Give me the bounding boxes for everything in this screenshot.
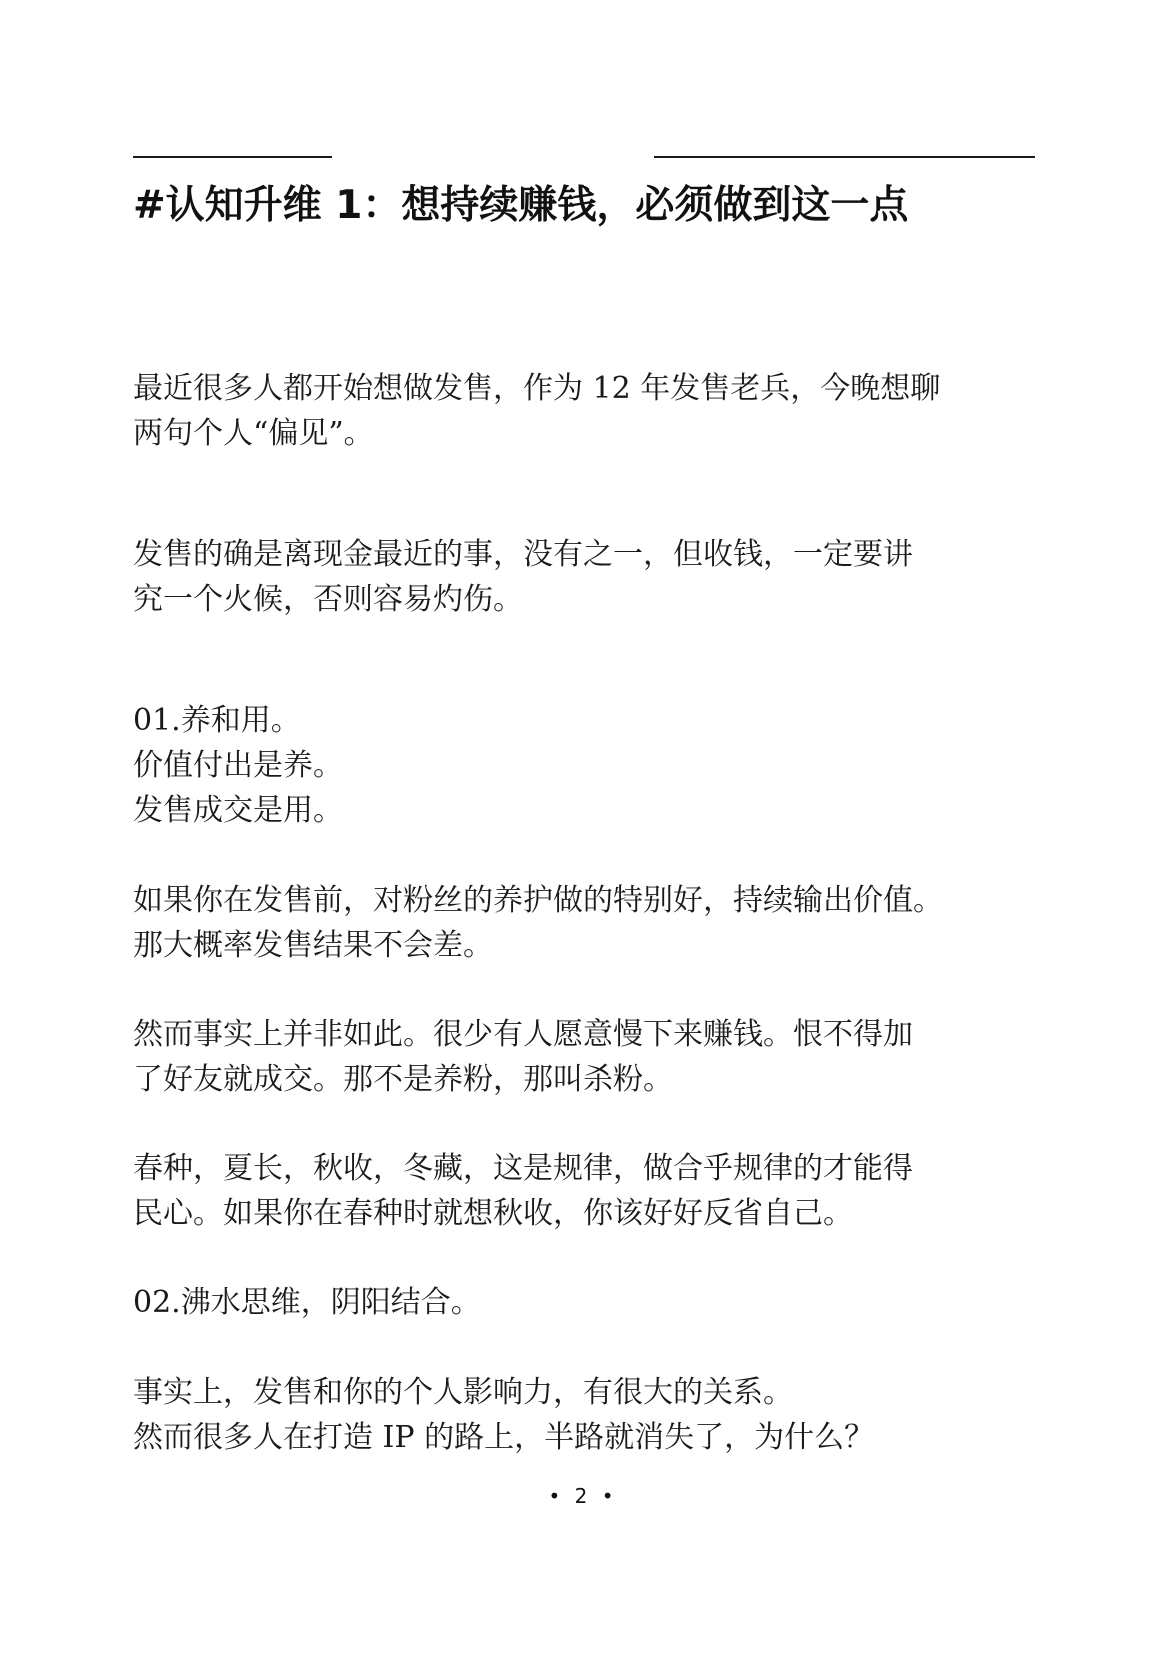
header-rule-right <box>654 156 1035 158</box>
paragraph-line: 然而事实上并非如此。很少有人愿意慢下来赚钱。恨不得加 <box>133 1017 913 1052</box>
paragraph-line: 民心。如果你在春种时就想秋收，你该好好反省自己。 <box>133 1196 853 1231</box>
paragraph-line: 发售成交是用。 <box>133 793 343 828</box>
paragraph-4 <box>133 878 1013 968</box>
section-heading: 02.沸水思维，阴阳结合。 <box>133 1285 481 1320</box>
paragraph-line: 春种，夏长，秋收，冬藏，这是规律，做合乎规律的才能得 <box>133 1151 913 1186</box>
paragraph-line: 那大概率发售结果不会差。 <box>133 928 493 963</box>
paragraph-line: 两句个人“偏见”。 <box>133 416 374 451</box>
paragraph-line: 然而很多人在打造 IP 的路上，半路就消失了，为什么？ <box>133 1420 875 1455</box>
page-title: #认知升维 1：想持续赚钱，必须做到这一点 <box>133 183 909 228</box>
paragraph-8 <box>133 1370 1013 1460</box>
paragraph-6 <box>133 1146 1013 1236</box>
page-number: • 2 • <box>548 1484 618 1508</box>
paragraph-line: 发售的确是离现金最近的事，没有之一，但收钱，一定要讲 <box>133 537 913 572</box>
paragraph-7 <box>133 1280 1013 1325</box>
section-heading: 01.养和用。 <box>133 703 301 738</box>
paragraph-line: 究一个火候，否则容易灼伤。 <box>133 582 523 617</box>
paragraph-line: 价值付出是养。 <box>133 748 343 783</box>
paragraph-line: 最近很多人都开始想做发售，作为 12 年发售老兵，今晚想聊 <box>133 371 941 406</box>
header-rule-left <box>133 156 332 158</box>
paragraph-line: 事实上，发售和你的个人影响力，有很大的关系。 <box>133 1375 793 1410</box>
paragraph-line: 如果你在发售前，对粉丝的养护做的特别好，持续输出价值。 <box>133 883 943 918</box>
paragraph-5 <box>133 1012 1013 1102</box>
paragraph-line: 了好友就成交。那不是养粉，那叫杀粉。 <box>133 1062 673 1097</box>
paragraph-2 <box>133 532 1013 622</box>
paragraph-3 <box>133 698 1013 833</box>
paragraph-1 <box>133 366 1013 456</box>
